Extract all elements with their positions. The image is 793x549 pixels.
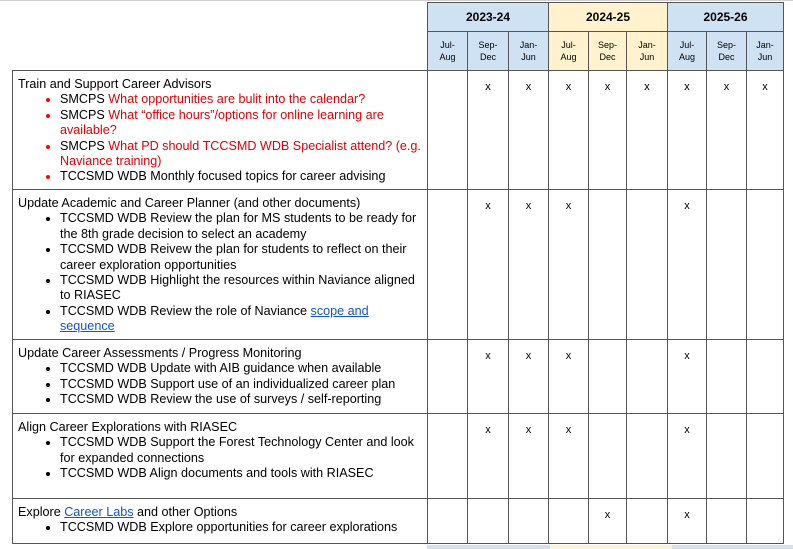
list-item: • TCCSMD WDB Support use of an individualized career plan — [60, 377, 423, 392]
list-item: • TCCSMD WDB Align documents and tools with RIASEC — [60, 466, 423, 481]
table-row — [13, 499, 784, 544]
header-corner — [13, 3, 428, 71]
schedule-cell[interactable] — [428, 499, 468, 544]
schedule-cell[interactable]: x — [549, 414, 589, 499]
list-item: • TCCSMD WDB Review the plan for MS students to be ready for the 8th grade decision to select an academy — [60, 211, 423, 242]
schedule-cell[interactable]: x — [468, 190, 509, 340]
list-item: • SMCPS What PD should TCCSMD WDB Specialist attend? (e.g. Naviance training) — [60, 139, 423, 170]
year-header[interactable]: 2025-26 — [668, 3, 784, 32]
period-header[interactable]: Jul- Aug — [668, 32, 707, 71]
schedule-cell[interactable] — [589, 190, 627, 340]
schedule-cell[interactable] — [707, 190, 747, 340]
year-header[interactable]: 2023-24 — [428, 3, 549, 32]
schedule-cell[interactable]: x — [509, 414, 549, 499]
schedule-cell[interactable]: x — [468, 340, 509, 414]
schedule-cell[interactable] — [707, 499, 747, 544]
schedule-cell[interactable]: x — [707, 71, 747, 190]
period-header[interactable]: Sep- Dec — [589, 32, 627, 71]
table-row — [13, 340, 784, 414]
schedule-cell[interactable] — [747, 499, 784, 544]
schedule-cell[interactable] — [589, 414, 627, 499]
schedule-cell[interactable] — [707, 340, 747, 414]
list-item: • SMCPS What “office hours”/options for online learning are available? — [60, 108, 423, 139]
schedule-cell[interactable] — [627, 340, 668, 414]
schedule-cell[interactable]: x — [589, 71, 627, 190]
list-item: • TCCSMD WDB Update with AIB guidance when available — [60, 361, 423, 376]
task-cell[interactable] — [13, 414, 428, 499]
task-title: Update Academic and Career Planner (and other documents) — [18, 196, 361, 210]
period-header[interactable]: Sep- Dec — [707, 32, 747, 71]
period-header[interactable]: Jan- Jun — [747, 32, 784, 71]
schedule-cell[interactable] — [428, 340, 468, 414]
period-header[interactable]: Jan- Jun — [627, 32, 668, 71]
period-header[interactable]: Sep- Dec — [468, 32, 509, 71]
schedule-cell[interactable]: x — [668, 190, 707, 340]
period-header[interactable]: Jan- Jun — [509, 32, 549, 71]
schedule-cell[interactable]: x — [747, 71, 784, 190]
schedule-cell[interactable] — [549, 499, 589, 544]
task-title: Update Career Assessments / Progress Monitoring — [18, 346, 302, 360]
career-labs-link[interactable]: Career Labs — [64, 505, 134, 519]
list-item: • SMCPS What opportunities are bulit into the calendar? — [60, 92, 423, 107]
list-item: • TCCSMD WDB Support the Forest Technology Center and look for expanded connections — [60, 435, 423, 466]
schedule-cell[interactable] — [428, 414, 468, 499]
schedule-cell[interactable]: x — [549, 190, 589, 340]
period-header[interactable]: Jul- Aug — [549, 32, 589, 71]
table-row — [13, 190, 784, 340]
schedule-cell[interactable] — [468, 499, 509, 544]
schedule-cell[interactable] — [589, 340, 627, 414]
task-bullets — [18, 520, 423, 535]
list-item: • TCCSMD WDB Highlight the resources within Naviance aligned to RIASEC — [60, 273, 423, 304]
schedule-cell[interactable]: x — [627, 71, 668, 190]
task-title: Train and Support Career Advisors — [18, 77, 212, 91]
schedule-cell[interactable]: x — [549, 71, 589, 190]
task-title: Explore Career Labs and other Options — [18, 505, 238, 519]
year-header[interactable]: 2024-25 — [549, 3, 668, 32]
top-gridline — [0, 0, 793, 1]
table-row — [13, 71, 784, 190]
planning-table — [12, 2, 784, 544]
schedule-cell[interactable]: x — [668, 414, 707, 499]
schedule-cell[interactable] — [747, 340, 784, 414]
table-row — [13, 414, 784, 499]
list-item: • TCCSMD WDB Review the role of Naviance scope and sequence — [60, 304, 423, 335]
task-cell[interactable] — [13, 340, 428, 414]
period-header[interactable]: Jul- Aug — [428, 32, 468, 71]
schedule-cell[interactable] — [747, 414, 784, 499]
list-item: • TCCSMD WDB Monthly focused topics for career advising — [60, 169, 423, 184]
schedule-cell[interactable]: x — [589, 499, 627, 544]
schedule-cell[interactable] — [627, 414, 668, 499]
schedule-cell[interactable]: x — [668, 71, 707, 190]
task-bullets — [18, 211, 423, 334]
schedule-cell[interactable] — [428, 71, 468, 190]
task-cell[interactable] — [13, 499, 428, 544]
task-bullets — [18, 361, 423, 407]
schedule-cell[interactable]: x — [468, 71, 509, 190]
schedule-cell[interactable]: x — [668, 499, 707, 544]
schedule-cell[interactable] — [627, 499, 668, 544]
schedule-cell[interactable]: x — [509, 71, 549, 190]
task-bullets — [18, 92, 423, 184]
list-item: • TCCSMD WDB Review the use of surveys / self-reporting — [60, 392, 423, 407]
schedule-cell[interactable]: x — [509, 190, 549, 340]
schedule-cell[interactable] — [707, 414, 747, 499]
schedule-cell[interactable] — [747, 190, 784, 340]
scope-and-sequence-link[interactable]: scope and sequence — [60, 303, 369, 334]
task-title: Align Career Explorations with RIASEC — [18, 420, 238, 434]
task-cell[interactable] — [13, 190, 428, 340]
schedule-cell[interactable] — [509, 499, 549, 544]
year-header-row — [13, 3, 784, 32]
next-row-color-strip — [427, 545, 793, 549]
list-item: • TCCSMD WDB Explore opportunities for career explorations — [60, 520, 423, 535]
schedule-cell[interactable] — [428, 190, 468, 340]
schedule-cell[interactable]: x — [468, 414, 509, 499]
schedule-cell[interactable]: x — [549, 340, 589, 414]
list-item: • TCCSMD WDB Reivew the plan for students to reflect on their career exploration opportunities — [60, 242, 423, 273]
schedule-cell[interactable]: x — [509, 340, 549, 414]
schedule-cell[interactable] — [627, 190, 668, 340]
task-cell[interactable] — [13, 71, 428, 190]
schedule-cell[interactable]: x — [668, 340, 707, 414]
task-bullets — [18, 435, 423, 481]
